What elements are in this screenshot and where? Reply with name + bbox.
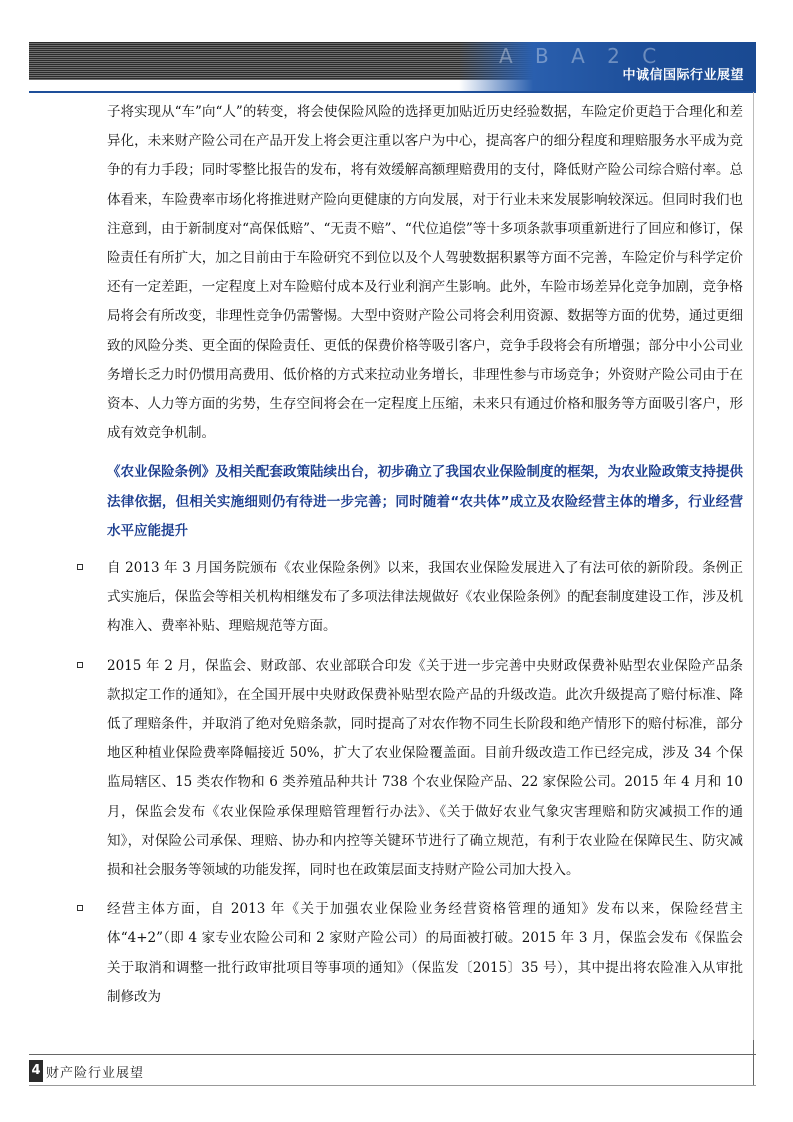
footer-vertical-rule [753,1040,754,1086]
footer-bottom-rule [29,1085,756,1086]
square-bullet-icon [77,905,83,911]
document-body [107,98,743,1022]
section-heading: 《农业保险条例》及相关配套政策陆续出台，初步确立了我国农业保险制度的框架，为农业险政策支持提供法律依据，但相关实施细则仍有待进一步完善；同时随着“农共体”成立及农险经营主体的增多，行业经营水平应能提升 [107,464,743,539]
body-paragraph: 子将实现从“车”向“人”的转变，将会使保险风险的选择更加贴近历史经验数据，车险定价更趋于合理化和差异化，未来财产险公司在产品开发上将会更注重以客户为中心，提高客户的细分程度和理赔服务水平成为竞争的有力手段；同时零整比报告的发布，将有效缓解高额理赔费用的支付，降低财产险公司综合赔付率。总体看来，车险费率市场化将推进财产险向更健康的方向发展，对于行业未来发展影响较深远。但同时我们也注意到，由于新制度对“高保低赔”、“无责不赔”、“代位追偿”等十多项条款事项重新进行了回应和修订，保险责任有所扩大，加之目前由于车险研究不到位以及个人驾驶数据积累等方面不完善，车险定价与科学定价还有一定差距，一定程度上对车险赔付成本及行业利润产生影响。此外，车险市场差异化竞争加剧，竞争格局将会有所改变，非理性竞争仍需警惕。大型中资财产险公司将会利用资源、数据等方面的优势，通过更细致的风险分类、更全面的保险责任、更低的保费价格等吸引客户，竞争手段将会有所增强；部分中小公司业务增长乏力时仍惯用高费用、低价格的方式来拉动业务增长，非理性参与市场竞争；外资财产险公司由于在资本、人力等方面的劣势，生存空间将会在一定程度上压缩，未来只有通过价格和服务等方面吸引客户，形成有效竞争机制。 [107,104,743,442]
page-number: 4 [29,1060,43,1082]
header-rule [29,91,756,93]
right-margin-rule [753,92,754,1054]
footer-rule [29,1054,756,1055]
bullet-item [107,554,743,642]
bullet-text: 经营主体方面，自 2013 年《关于加强农业保险业务经营资格管理的通知》发布以来，保险经营主体“4+2”（即 4 家专业农险公司和 2 家财产险公司）的局面被打破。2015 年 3 月，保监会发布《保监会关于取消和调整一批行政审批项目等事项的通知》（保监发〔2015〕35 号），其中提出将农险准入从审批制修改为 [107,901,743,1005]
bullet-text: 2015 年 2 月，保监会、财政部、农业部联合印发《关于进一步完善中央财政保费补贴型农业保险产品条款拟定工作的通知》，在全国开展中央财政保费补贴型农险产品的升级改造。此次升级提高了赔付标准、降低了理赔条件，并取消了绝对免赔条款，同时提高了对农作物不同生长阶段和绝产情形下的赔付标准，部分地区种植业保险费率降幅接近 50%，扩大了农业保险覆盖面。目前升级改造工作已经完成，涉及 34 个保监局辖区、15 类农作物和 6 类养殖品种共计 738 个农业保险产品、22 家保险公司。2015 年 4 月和 10 月，保监会发布《农业保险承保理赔管理暂行办法》、《关于做好农业气象灾害理赔和防灾减损工作的通知》，对保险公司承保、理赔、协办和内控等关键环节进行了确立规范，有利于农业险在保障民生、防灾减损和社会服务等领域的功能发挥，同时也在政策层面支持财产险公司加大投入。 [107,657,743,879]
bullet-item [107,652,743,886]
footer-title: 财产险行业展望 [46,1066,145,1081]
page-header [29,42,756,92]
bullet-item [107,895,743,1012]
header-decor-glyphs: A B A 2 C [499,44,665,68]
header-banner [459,42,756,92]
square-bullet-icon [77,662,83,668]
square-bullet-icon [77,564,83,570]
header-title: 中诚信国际行业展望 [622,68,744,83]
bullet-text: 自 2013 年 3 月国务院颁布《农业保险条例》以来，我国农业保险发展进入了有法可依的新阶段。条例正式实施后，保监会等相关机构相继发布了多项法律法规做好《农业保险条例》的配套制度建设工作，涉及机构准入、费率补贴、理赔规范等方面。 [107,560,743,635]
